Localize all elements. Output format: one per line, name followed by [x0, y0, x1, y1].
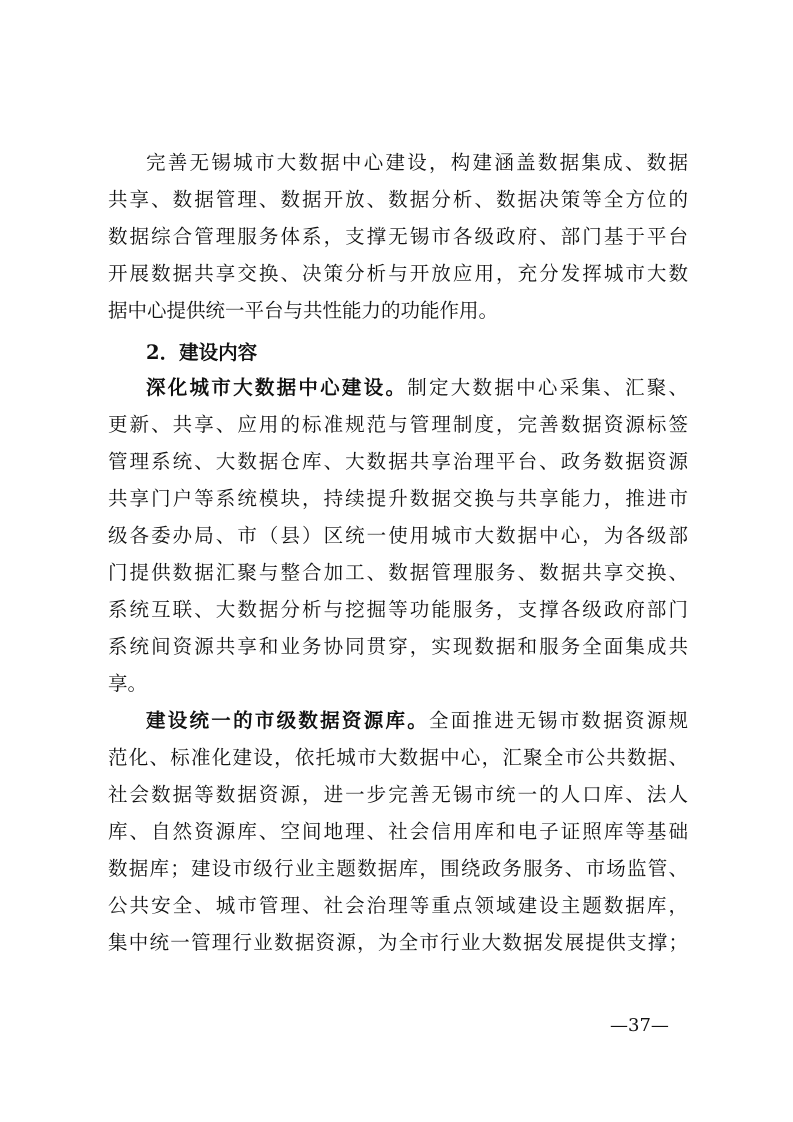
paragraph-line: 社会数据等数据资源，进一步完善无锡市统一的人口库、法人: [108, 783, 688, 806]
paragraph-line: 级各委办局、市（县）区统一使用城市大数据中心，为各级部: [108, 524, 688, 547]
paragraph-line: 数据库；建设市级行业主题数据库，围绕政务服务、市场监管、: [108, 857, 688, 880]
section-heading: 2．建设内容: [146, 341, 258, 364]
paragraph-text: 全面推进无锡市数据资源规: [429, 709, 688, 732]
paragraph-line: 范化、标准化建设，依托城市大数据中心，汇聚全市公共数据、: [108, 746, 688, 769]
paragraph-line: 共享、数据管理、数据开放、数据分析、数据决策等全方位的: [108, 188, 688, 211]
paragraph-line: 共享门户等系统模块，持续提升数据交换与共享能力，推进市: [108, 487, 688, 510]
paragraph-line: 享。: [108, 672, 148, 695]
paragraph-line: 完善无锡城市大数据中心建设，构建涵盖数据集成、数据: [146, 151, 688, 174]
paragraph-line: 更新、共享、应用的标准规范与管理制度，完善数据资源标签: [108, 413, 688, 436]
paragraph-line: 系统间资源共享和业务协同贯穿，实现数据和服务全面集成共: [108, 635, 688, 658]
paragraph-line: 库、自然资源库、空间地理、社会信用库和电子证照库等基础: [108, 820, 688, 843]
paragraph-text: 制定大数据中心采集、汇聚、: [407, 376, 688, 399]
paragraph-line: 公共安全、城市管理、社会治理等重点领域建设主题数据库，: [108, 894, 688, 917]
paragraph-line: 系统互联、大数据分析与挖掘等功能服务，支撑各级政府部门: [108, 598, 688, 621]
bold-lead-text: 建设统一的市级数据资源库。: [146, 709, 430, 732]
paragraph-line: 数据综合管理服务体系，支撑无锡市各级政府、部门基于平台: [108, 225, 688, 248]
bold-lead-text: 深化城市大数据中心建设。: [146, 376, 408, 399]
paragraph-first-line: [146, 706, 688, 736]
paragraph-line: 管理系统、大数据仓库、大数据共享治理平台、政务数据资源: [108, 450, 688, 473]
paragraph-line: 门提供数据汇聚与整合加工、数据管理服务、数据共享交换、: [108, 561, 688, 584]
paragraph-first-line: [146, 373, 688, 403]
page-number: —37—: [610, 1015, 669, 1036]
paragraph-line: 集中统一管理行业数据资源，为全市行业大数据发展提供支撑；: [108, 931, 688, 954]
paragraph-line: 开展数据共享交换、决策分析与开放应用，充分发挥城市大数: [108, 262, 688, 285]
paragraph-line: 据中心提供统一平台与共性能力的功能作用。: [108, 299, 499, 322]
